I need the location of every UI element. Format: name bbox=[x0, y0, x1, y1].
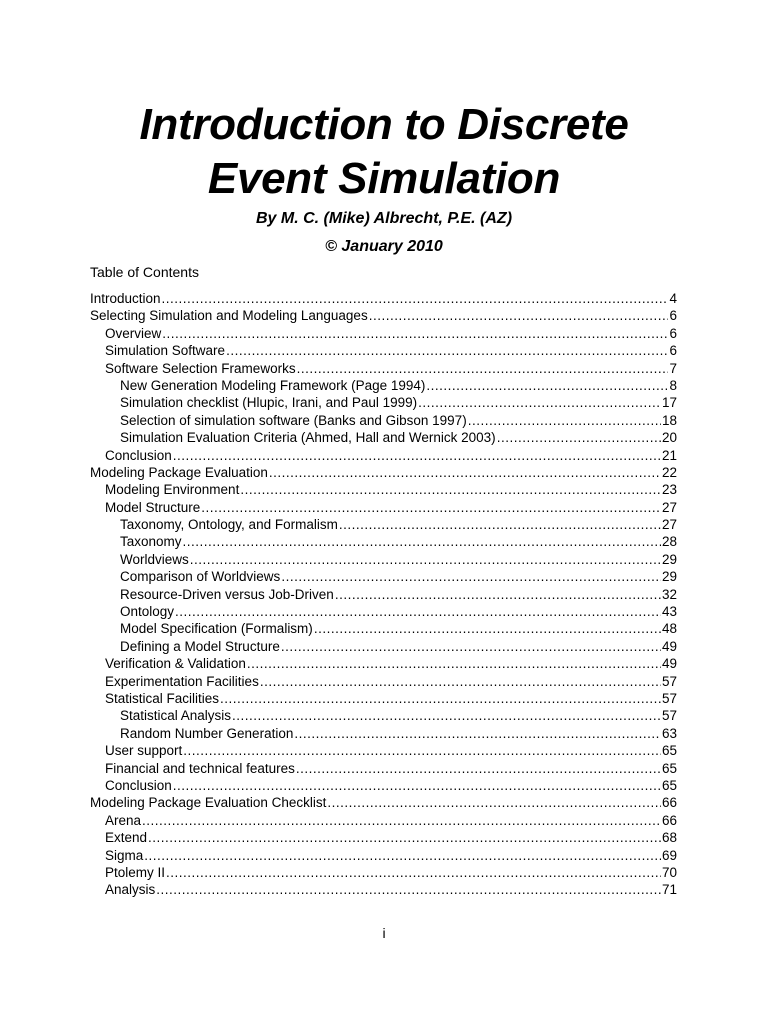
toc-dot-leader bbox=[247, 655, 661, 672]
toc-entry-page: 6 bbox=[669, 343, 677, 359]
toc-dot-leader bbox=[166, 864, 661, 881]
toc-entry-title: Sigma bbox=[105, 847, 144, 863]
toc-entry-title: Statistical Analysis bbox=[120, 708, 232, 724]
toc-entry-page: 4 bbox=[669, 291, 677, 306]
toc-entry-page: 57 bbox=[661, 708, 677, 724]
toc-dot-leader bbox=[269, 464, 661, 481]
toc-entry[interactable] bbox=[90, 551, 677, 568]
toc-entry[interactable] bbox=[90, 342, 677, 359]
title-line-1: Introduction to Discrete bbox=[139, 100, 629, 149]
toc-dot-leader bbox=[260, 673, 661, 690]
toc-entry-title: Modeling Package Evaluation bbox=[90, 464, 268, 480]
toc-dot-leader bbox=[148, 829, 661, 846]
toc-entry-page: 22 bbox=[661, 464, 677, 480]
toc-entry-title: Worldviews bbox=[120, 551, 189, 567]
toc-entry[interactable] bbox=[90, 812, 677, 829]
toc-entry-page: 71 bbox=[661, 882, 677, 898]
toc-entry[interactable] bbox=[90, 586, 677, 603]
toc-entry-page: 57 bbox=[661, 690, 677, 706]
toc-dot-leader bbox=[294, 725, 661, 742]
author-line: By M. C. (Mike) Albrecht, P.E. (AZ) bbox=[255, 210, 513, 227]
toc-entry[interactable] bbox=[90, 307, 677, 324]
toc-entry[interactable] bbox=[90, 412, 677, 429]
toc-dot-leader bbox=[281, 638, 661, 655]
toc-dot-leader bbox=[497, 429, 661, 446]
toc-entry-page: 23 bbox=[661, 482, 677, 498]
toc-dot-leader bbox=[162, 325, 668, 342]
toc-entry[interactable] bbox=[90, 568, 677, 585]
toc-entry[interactable] bbox=[90, 881, 677, 898]
toc-entry-title: Ontology bbox=[120, 604, 175, 620]
toc-entry[interactable] bbox=[90, 829, 677, 846]
toc-entry[interactable] bbox=[90, 777, 677, 794]
toc-dot-leader bbox=[335, 586, 661, 603]
toc-entry-page: 20 bbox=[661, 430, 677, 446]
toc-entry-page: 27 bbox=[661, 517, 677, 533]
toc-entry-page: 21 bbox=[661, 447, 677, 463]
toc-entry-page: 65 bbox=[661, 777, 677, 793]
toc-entry-title: Extend bbox=[105, 830, 148, 846]
toc-dot-leader bbox=[369, 307, 669, 324]
toc-entry[interactable] bbox=[90, 742, 677, 759]
toc-entry-page: 7 bbox=[669, 360, 677, 376]
toc-entry[interactable] bbox=[90, 603, 677, 620]
toc-entry-title: User support bbox=[105, 743, 183, 759]
toc-entry[interactable] bbox=[90, 847, 677, 864]
toc-entry[interactable] bbox=[90, 760, 677, 777]
toc-entry[interactable] bbox=[90, 360, 677, 377]
toc-dot-leader bbox=[173, 777, 661, 794]
toc-entry[interactable] bbox=[90, 464, 677, 481]
toc-dot-leader bbox=[201, 499, 661, 516]
toc-dot-leader bbox=[173, 447, 661, 464]
toc-entry[interactable] bbox=[90, 620, 677, 637]
toc-entry-title: Random Number Generation bbox=[120, 725, 294, 741]
toc-entry-page: 32 bbox=[661, 586, 677, 602]
toc-entry[interactable] bbox=[90, 725, 677, 742]
toc-entry-page: 63 bbox=[661, 725, 677, 741]
toc-entry-title: Financial and technical features bbox=[105, 760, 295, 776]
toc-entry-title: Selection of simulation software (Banks and Gibson 1997) bbox=[120, 412, 467, 428]
toc-entry[interactable] bbox=[90, 655, 677, 672]
copyright-line: © January 2010 bbox=[325, 238, 443, 255]
toc-entry-page: 29 bbox=[661, 551, 677, 567]
toc-entry-title: Taxonomy, Ontology, and Formalism bbox=[120, 517, 338, 533]
document-title bbox=[0, 98, 768, 206]
toc-entry[interactable] bbox=[90, 499, 677, 516]
toc-entry[interactable] bbox=[90, 794, 677, 811]
toc-entry-title: Conclusion bbox=[105, 447, 172, 463]
toc-dot-leader bbox=[296, 760, 661, 777]
toc-entry-title: Simulation Software bbox=[105, 343, 226, 359]
toc-entry[interactable] bbox=[90, 707, 677, 724]
toc-entry-page: 6 bbox=[669, 325, 677, 341]
toc-dot-leader bbox=[183, 742, 661, 759]
toc-entry[interactable] bbox=[90, 481, 677, 498]
toc-dot-leader bbox=[426, 377, 668, 394]
toc-entry-page: 65 bbox=[661, 743, 677, 759]
toc-dot-leader bbox=[232, 707, 661, 724]
toc-entry-title: Model Specification (Formalism) bbox=[120, 621, 313, 637]
toc-entry-title: Introduction bbox=[90, 291, 161, 306]
title-line-2: Event Simulation bbox=[207, 154, 561, 203]
toc-entry-title: Verification & Validation bbox=[105, 656, 246, 672]
toc-entry[interactable] bbox=[90, 325, 677, 342]
toc-entry[interactable] bbox=[90, 533, 677, 550]
toc-entry-page: 49 bbox=[661, 656, 677, 672]
toc-entry-title: Modeling Package Evaluation Checklist bbox=[90, 795, 327, 811]
toc-entry[interactable] bbox=[90, 864, 677, 881]
toc-entry-title: Model Structure bbox=[105, 499, 201, 515]
toc-entry-title: Taxonomy bbox=[120, 534, 182, 550]
toc-entry-title: Defining a Model Structure bbox=[120, 638, 280, 654]
toc-entry-title: Experimentation Facilities bbox=[105, 673, 259, 689]
toc-dot-leader bbox=[314, 620, 661, 637]
toc-entry-page: 66 bbox=[661, 795, 677, 811]
toc-entry[interactable] bbox=[90, 394, 677, 411]
toc-entry-title: Selecting Simulation and Modeling Languages bbox=[90, 308, 368, 324]
toc-dot-leader bbox=[297, 360, 669, 377]
toc-entry[interactable] bbox=[90, 690, 677, 707]
toc-entry-title: Comparison of Worldviews bbox=[120, 569, 281, 585]
toc-entry[interactable] bbox=[90, 429, 677, 446]
toc-entry-page: 69 bbox=[661, 847, 677, 863]
toc-dot-leader bbox=[183, 533, 661, 550]
toc-entry-page: 68 bbox=[661, 830, 677, 846]
toc-entry-title: Ptolemy II bbox=[105, 864, 166, 880]
toc-dot-leader bbox=[144, 847, 661, 864]
table-of-contents bbox=[90, 290, 677, 899]
toc-entry[interactable] bbox=[90, 447, 677, 464]
toc-entry-title: Arena bbox=[105, 812, 142, 828]
toc-dot-leader bbox=[175, 603, 661, 620]
toc-dot-leader bbox=[281, 568, 661, 585]
toc-dot-leader bbox=[162, 290, 669, 307]
toc-entry-page: 27 bbox=[661, 499, 677, 515]
toc-heading: Table of Contents bbox=[90, 264, 199, 280]
toc-entry[interactable] bbox=[90, 290, 677, 307]
toc-entry[interactable] bbox=[90, 516, 677, 533]
toc-dot-leader bbox=[226, 342, 668, 359]
page-number: i bbox=[382, 925, 386, 941]
toc-entry-page: 65 bbox=[661, 760, 677, 776]
toc-entry-page: 43 bbox=[661, 604, 677, 620]
toc-entry-page: 6 bbox=[669, 308, 677, 324]
toc-entry-page: 8 bbox=[669, 377, 677, 393]
toc-entry-title: Conclusion bbox=[105, 777, 172, 793]
toc-dot-leader bbox=[190, 551, 661, 568]
toc-entry-title: Software Selection Frameworks bbox=[105, 360, 296, 376]
toc-entry-title: New Generation Modeling Framework (Page 1994) bbox=[120, 377, 426, 393]
toc-dot-leader bbox=[339, 516, 661, 533]
toc-entry-page: 18 bbox=[661, 412, 677, 428]
toc-entry-page: 29 bbox=[661, 569, 677, 585]
toc-entry-page: 48 bbox=[661, 621, 677, 637]
toc-entry-title: Simulation Evaluation Criteria (Ahmed, Hall and Wernick 2003) bbox=[120, 430, 496, 446]
toc-entry-title: Analysis bbox=[105, 882, 156, 898]
toc-entry-title: Modeling Environment bbox=[105, 482, 240, 498]
toc-entry-page: 49 bbox=[661, 638, 677, 654]
toc-dot-leader bbox=[220, 690, 661, 707]
toc-entry-title: Simulation checklist (Hlupic, Irani, and Paul 1999) bbox=[120, 395, 418, 411]
toc-entry-page: 28 bbox=[661, 534, 677, 550]
toc-entry-page: 66 bbox=[661, 812, 677, 828]
toc-entry[interactable] bbox=[90, 377, 677, 394]
toc-entry[interactable] bbox=[90, 673, 677, 690]
toc-dot-leader bbox=[142, 812, 661, 829]
toc-dot-leader bbox=[327, 794, 661, 811]
toc-dot-leader bbox=[156, 881, 661, 898]
toc-entry-title: Resource-Driven versus Job-Driven bbox=[120, 586, 334, 602]
toc-dot-leader bbox=[240, 481, 661, 498]
toc-dot-leader bbox=[418, 394, 661, 411]
toc-entry-title: Overview bbox=[105, 325, 162, 341]
toc-entry-title: Statistical Facilities bbox=[105, 690, 220, 706]
toc-dot-leader bbox=[468, 412, 661, 429]
toc-entry[interactable] bbox=[90, 638, 677, 655]
toc-entry-page: 17 bbox=[661, 395, 677, 411]
toc-entry-page: 57 bbox=[661, 673, 677, 689]
toc-entry-page: 70 bbox=[661, 864, 677, 880]
